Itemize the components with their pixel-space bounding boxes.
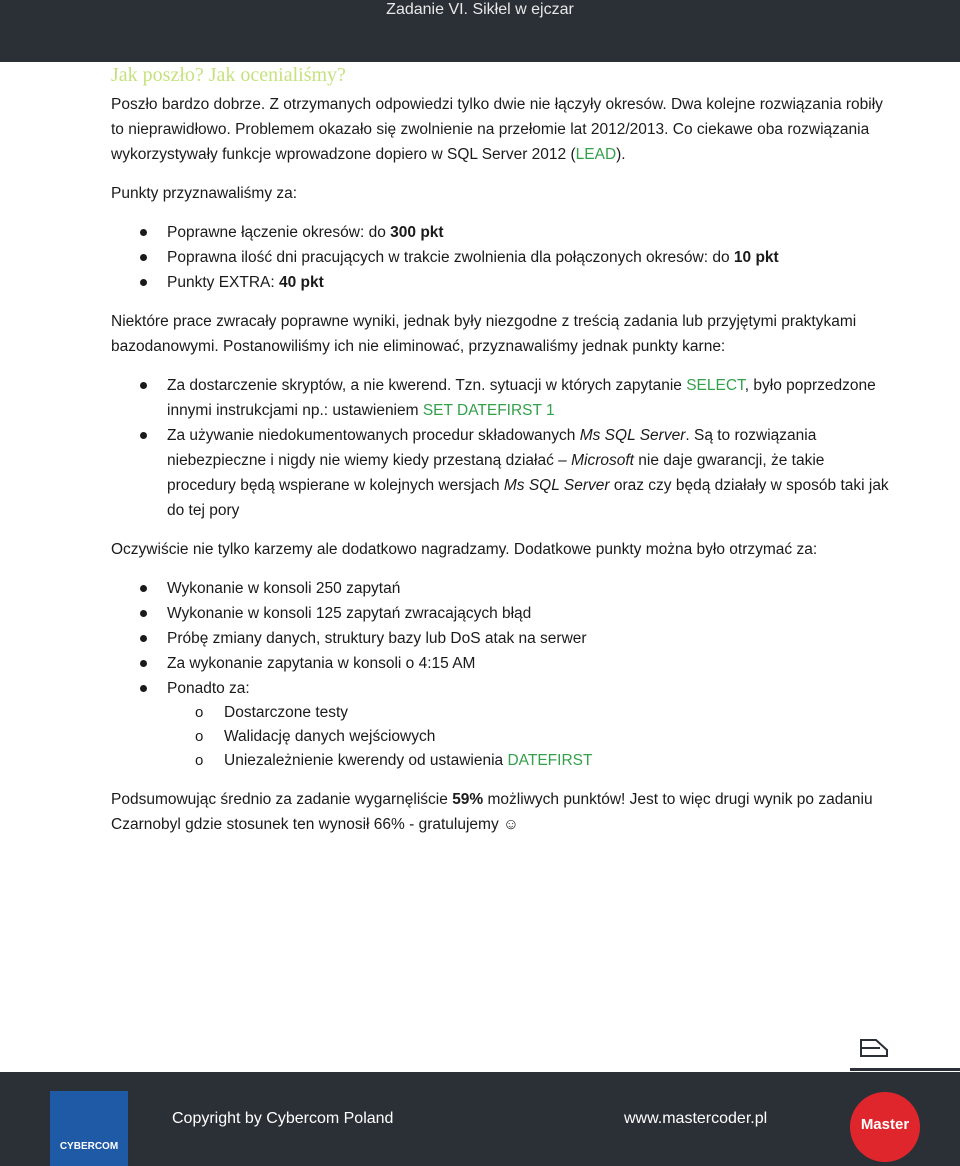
- list-item: Za używanie niedokumentowanych procedur składowanych Ms SQL Server. Są to rozwiązania niebezpieczne i nigdy nie wiemy kiedy przestaną działać – Microsoft nie daje gwarancji, że takie procedury będą wspierane w kolejnych wersjach Ms SQL Server oraz czy będą działały w sposób taki jak do tej pory: [111, 423, 891, 523]
- list-item: Ponadto za:: [111, 676, 891, 701]
- reward-intro: Oczywiście nie tylko karzemy ale dodatkowo nagradzamy. Dodatkowe punkty można było otrzymać za:: [111, 541, 818, 558]
- section-heading: Jak poszło? Jak ocenialiśmy?: [111, 64, 346, 86]
- list-item: Za wykonanie zapytania w konsoli o 4:15 AM: [111, 651, 891, 676]
- penalty-list: [111, 373, 891, 523]
- list-item: Wykonanie w konsoli 250 zapytań: [111, 576, 891, 601]
- list-item: Poprawna ilość dni pracujących w trakcie zwolnienia dla połączonych okresów: do 10 pkt: [111, 245, 891, 270]
- divider: [850, 1068, 960, 1071]
- reward-list: [111, 576, 891, 701]
- select-keyword: SELECT: [686, 377, 745, 394]
- list-item: Próbę zmiany danych, struktury bazy lub DoS atak na serwer: [111, 626, 891, 651]
- document-content: [111, 64, 891, 837]
- footer-url-link[interactable]: www.mastercoder.pl: [624, 1110, 768, 1127]
- sub-list-item: o Dostarczone testy: [195, 704, 349, 721]
- list-item: Wykonanie w konsoli 125 zapytań zwracających błąd: [111, 601, 891, 626]
- graduation-hat-icon: [858, 1036, 890, 1058]
- intro-paragraph: Poszło bardzo dobrze. Z otrzymanych odpowiedzi tylko dwie nie łączyły okresów. Dwa kolejne rozwiązania robiły to nieprawidłowo. Problemem okazało się zwolnienie na przełomie lat 2012/2013. Co ciekawe oba rozwiązania wykorzystywały funkcje wprowadzone dopiero w SQL Server 2012 (LEAD).: [111, 96, 883, 163]
- mastercoder-logo: Master: [850, 1092, 920, 1162]
- header-bar: [0, 0, 960, 62]
- datefirst-keyword: SET DATEFIRST 1: [422, 402, 555, 419]
- sub-reward-list: [111, 701, 891, 773]
- list-item: Punkty EXTRA: 40 pkt: [111, 270, 891, 295]
- points-list: [111, 220, 891, 295]
- points-intro: Punkty przyznawaliśmy za:: [111, 185, 298, 202]
- lead-keyword: LEAD: [575, 146, 617, 163]
- sub-list-item: o Walidację danych wejściowych: [195, 728, 436, 745]
- cybercom-logo: CYBERCOM: [50, 1091, 128, 1166]
- footer-copyright: Copyright by Cybercom Poland: [172, 1110, 394, 1127]
- summary-paragraph: Podsumowując średnio za zadanie wygarnęliście 59% możliwych punktów! Jest to więc drugi wynik po zadaniu Czarnobyl gdzie stosunek ten wynosił 66% - gratulujemy ☺: [111, 791, 873, 833]
- list-item: Poprawne łączenie okresów: do 300 pkt: [111, 220, 891, 245]
- penalty-intro: Niektóre prace zwracały poprawne wyniki, jednak były niezgodne z treścią zadania lub przyjętymi praktykami bazodanowymi. Postanowiliśmy ich nie eliminować, przyznawaliśmy jednak punkty karne:: [111, 313, 857, 355]
- page-title: Zadanie VI. Sikłel w ejczar: [386, 1, 574, 18]
- footer-bar: [0, 1072, 960, 1166]
- datefirst-keyword: DATEFIRST: [507, 752, 593, 769]
- sub-list-item: o Uniezależnienie kwerendy od ustawienia DATEFIRST: [195, 752, 593, 769]
- list-item: Za dostarczenie skryptów, a nie kwerend. Tzn. sytuacji w których zapytanie SELECT, było poprzedzone innymi instrukcjami np.: ustawieniem SET DATEFIRST 1: [111, 373, 891, 423]
